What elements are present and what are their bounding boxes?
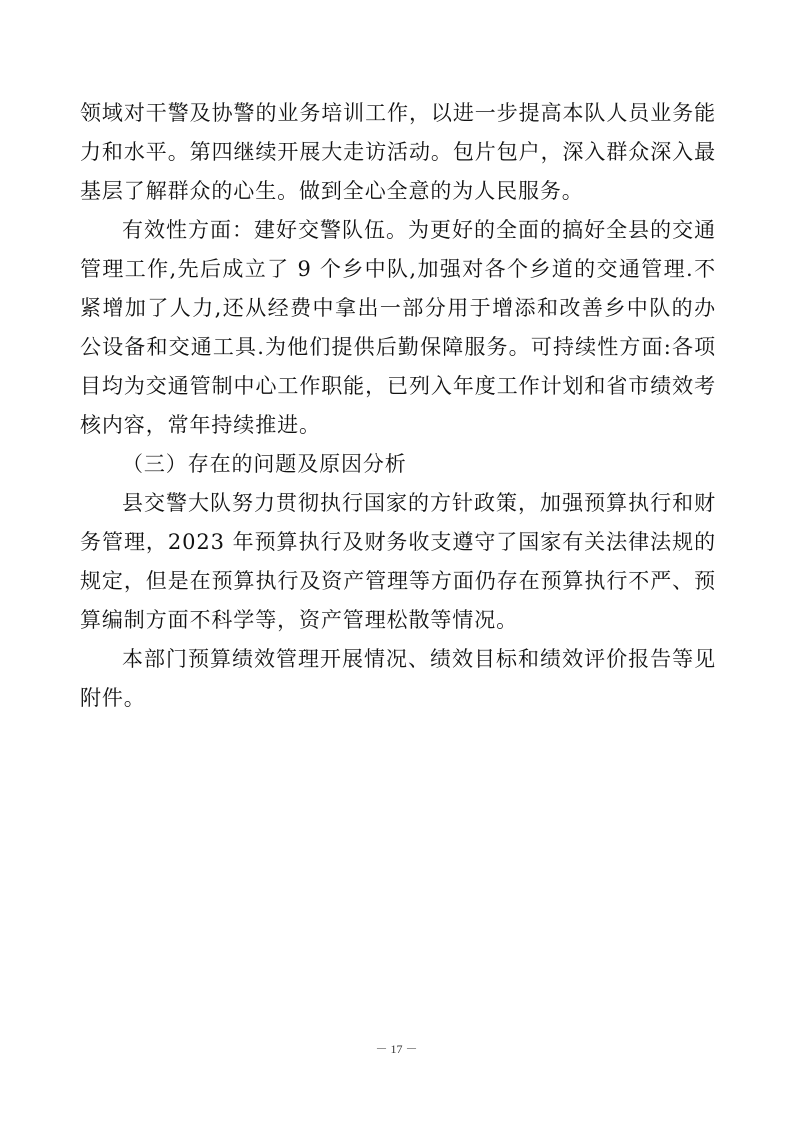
- page-number: － 17 －: [375, 1042, 418, 1056]
- paragraph-training-continued: 领域对干警及协警的业务培训工作，以进一步提高本队人员业务能力和水平。第四继续开展大走访活动。包片包户，深入群众深入最基层了解群众的心生。做到全心全意的为人民服务。: [80, 101, 716, 203]
- document-body: [80, 94, 716, 718]
- paragraph-appendix-note: 本部门预算绩效管理开展情况、绩效目标和绩效评价报告等见附件。: [80, 647, 716, 710]
- paragraph-effectiveness: 有效性方面：建好交警队伍。为更好的全面的搞好全县的交通管理工作,先后成立了 9 个乡中队,加强对各个乡道的交通管理.不紧增加了人力,还从经费中拿出一部分用于增添和改善乡中队的办公设备和交通工具.为他们提供后勤保障服务。可持续性方面:各项目均为交通管制中心工作职能，已列入年度工作计划和省市绩效考核内容，常年持续推进。: [80, 218, 716, 437]
- section-heading-problems: （三）存在的问题及原因分析: [122, 452, 407, 476]
- paragraph-problems: 县交警大队努力贯彻执行国家的方针政策，加强预算执行和财务管理，2023 年预算执行及财务收支遵守了国家有关法律法规的规定，但是在预算执行及资产管理等方面仍存在预算执行不严、预算编制方面不科学等，资产管理松散等情况。: [80, 491, 716, 632]
